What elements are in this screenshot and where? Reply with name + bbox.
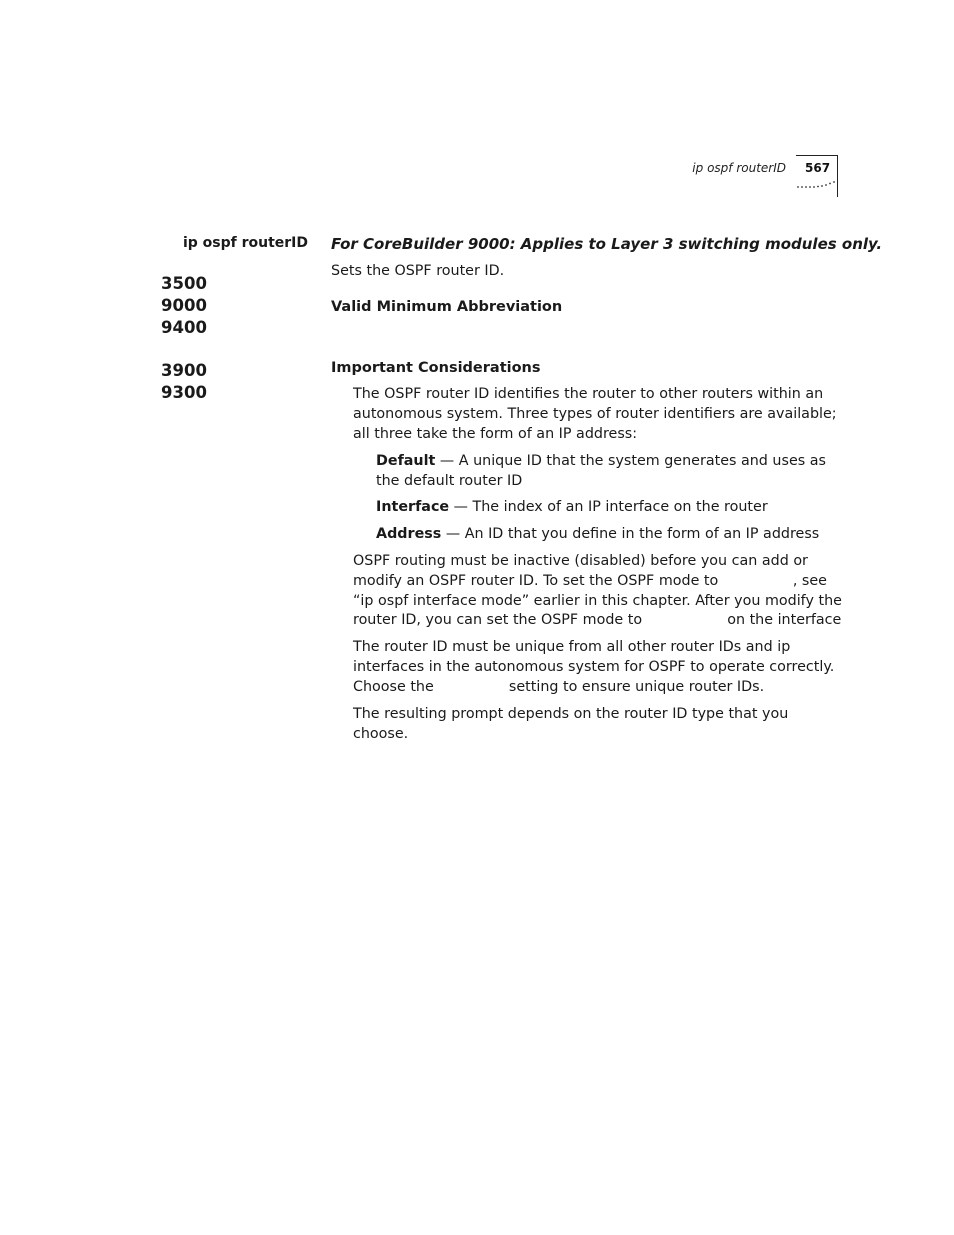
paragraph-text: , see “ip ospf interface mode” earlier in this chapter. After you modify the router ID, you can set the OSPF mode to	[353, 572, 842, 629]
platform-number: 3900	[161, 361, 207, 380]
page-number: 567	[805, 161, 831, 175]
prompt-paragraph: The resulting prompt depends on the router ID type that you choose.	[353, 706, 789, 742]
header-rule-horizontal	[796, 155, 838, 156]
paragraph-text: setting to ensure unique router IDs.	[504, 678, 765, 695]
header-dots-ornament	[796, 180, 838, 190]
unique-id-paragraph	[353, 638, 845, 697]
platform-number: 9400	[161, 318, 207, 337]
platform-number: 9000	[161, 296, 207, 315]
item-term: Default	[376, 453, 436, 469]
command-name: ip ospf routerID	[182, 235, 308, 251]
abbreviation-heading: Valid Minimum Abbreviation	[331, 299, 563, 315]
item-description: — A unique ID that the system generates and uses as the default router ID	[376, 453, 826, 489]
running-header-title: ip ospf routerID	[692, 161, 786, 175]
considerations-heading: Important Considerations	[331, 360, 541, 376]
platform-number: 3500	[161, 274, 207, 293]
applies-note: For CoreBuilder 9000: Applies to Layer 3 switching modules only.	[331, 235, 883, 253]
default-id-item	[376, 452, 846, 492]
paragraph-text: OSPF routing must be inactive (disabled) before you can add or modify an OSPF router ID. To set the OSPF mode to	[353, 553, 808, 589]
item-description: — An ID that you define in the form of an IP address	[441, 526, 820, 542]
paragraph-text: The router ID must be unique from all other router IDs and ip interfaces in the autonomous system for OSPF to operate correctly. Choose the	[353, 639, 835, 695]
header-rule-vertical	[837, 155, 838, 197]
paragraph-text: on the interface	[722, 612, 842, 629]
platform-list-primary	[161, 273, 207, 339]
platform-list-secondary	[161, 360, 207, 404]
item-term: Address	[376, 526, 442, 542]
item-description: — The index of an IP interface on the router	[449, 499, 768, 515]
router-id-overview-paragraph: The OSPF router ID identifies the router to other routers within an autonomous system. Three types of router identifiers are available; all three take the form of an IP address:	[353, 386, 837, 442]
command-description: Sets the OSPF router ID.	[331, 263, 505, 279]
platform-number: 9300	[161, 383, 207, 402]
interface-id-item	[376, 498, 846, 518]
ospf-mode-paragraph	[353, 552, 845, 631]
address-id-item	[376, 525, 846, 545]
item-term: Interface	[376, 499, 450, 515]
